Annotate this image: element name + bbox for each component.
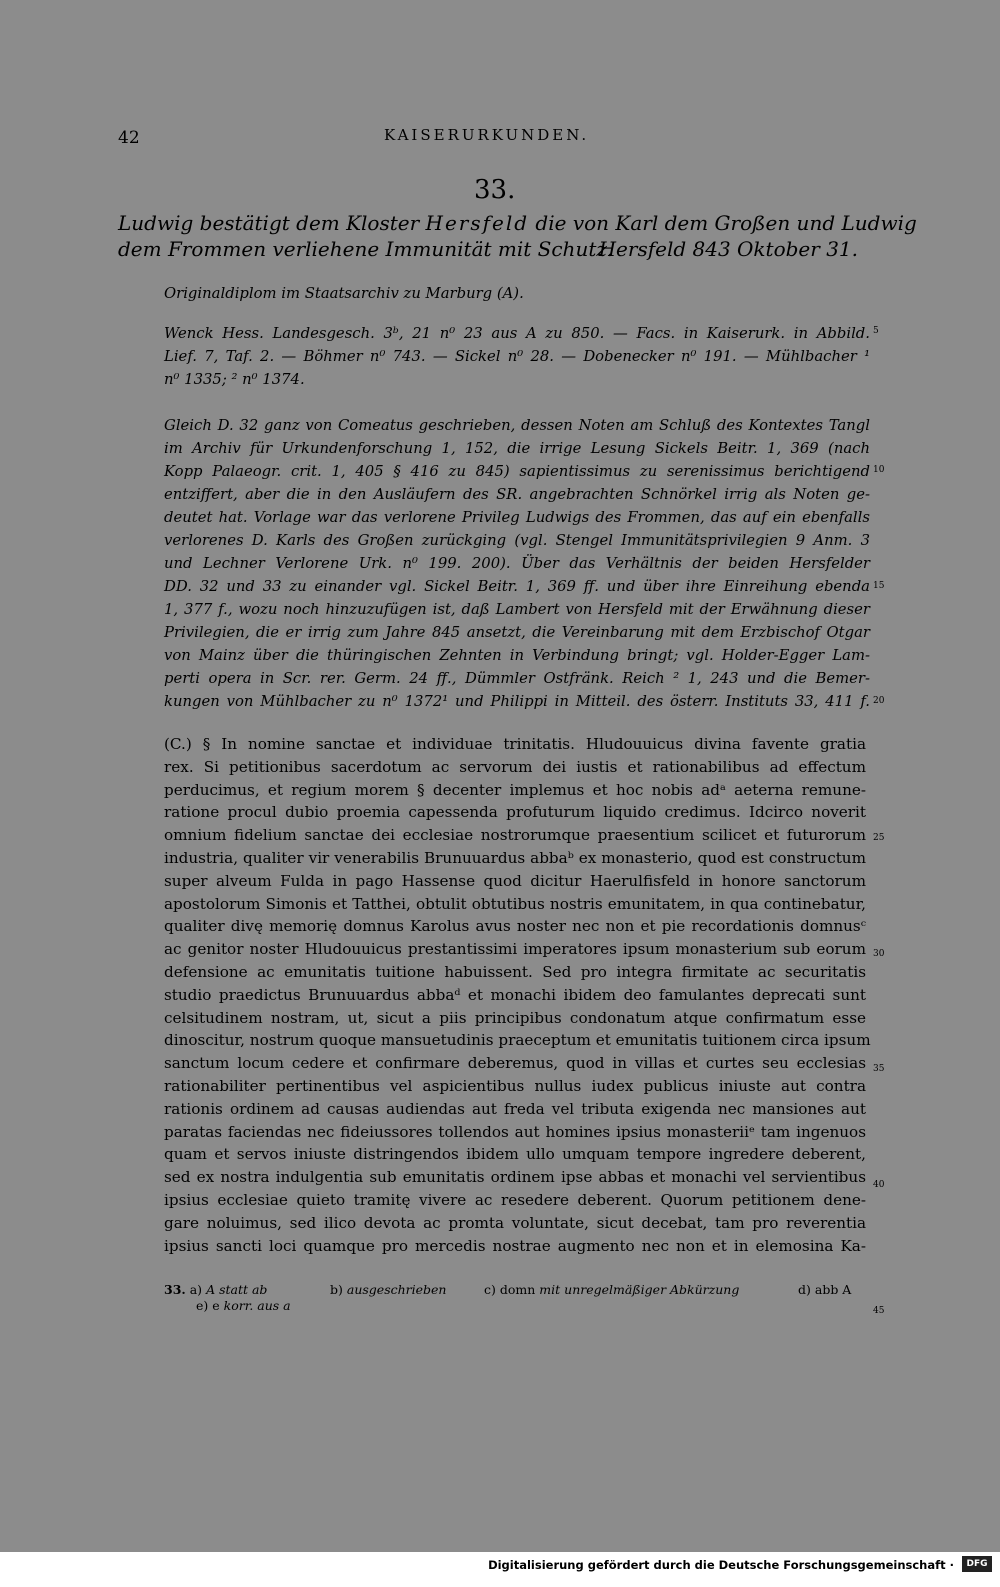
footnote-c-word: domn xyxy=(499,1282,536,1297)
title-place-name: Hersfeld xyxy=(425,211,530,235)
footnote-label: 33. xyxy=(164,1282,186,1297)
margin-line-number: 40 xyxy=(873,1180,885,1190)
footnote-e-text: korr. aus a xyxy=(223,1298,291,1313)
text-line: industria, qualiter vir venerabilis Brunuuardus abbaᵇ ex monasterio, quod est constructum xyxy=(164,848,866,867)
source-line: Lief. 7, Taf. 2. — Böhmer n⁰ 743. — Sickel n⁰ 28. — Dobenecker n⁰ 191. — Mühlbacher ¹ xyxy=(164,348,870,365)
commentary-line: im Archiv für Urkundenforschung 1, 152, die irrige Lesung Sickels Beitr. 1, 369 (nach xyxy=(164,440,870,457)
commentary-line: von Mainz über die thüringischen Zehnten in Verbindung bringt; vgl. Holder-Egger Lam- xyxy=(164,647,870,664)
commentary xyxy=(164,414,870,713)
text-line: defensione ac emunitatis tuitione habuissent. Sed pro integra firmitate ac securitatis xyxy=(164,962,866,981)
source-line: Wenck Hess. Landesgesch. 3ᵇ, 21 n⁰ 23 aus A zu 850. — Facs. in Kaiserurk. in Abbild. xyxy=(164,325,870,342)
document-title-line-1 xyxy=(118,211,917,235)
text-line: gare noluimus, sed ilico devota ac promta voluntate, sicut decebat, tam pro reverentia xyxy=(164,1213,866,1232)
commentary-line: Kopp Palaeogr. crit. 1, 405 § 416 zu 845) sapientissimus zu serenissimus berichtigend xyxy=(164,463,870,480)
footnote-key: b) xyxy=(330,1282,343,1297)
commentary-line: und Lechner Verlorene Urk. n⁰ 199. 200). Über das Verhältnis der beiden Hersfelder xyxy=(164,555,870,572)
source-original xyxy=(164,282,870,305)
text-line: apostolorum Simonis et Tatthei, obtulit obtutibus nostris emunitatem, in qua continebatur, xyxy=(164,894,866,913)
footnote-a: A statt ab xyxy=(206,1282,268,1297)
digitization-credit: Digitalisierung gefördert durch die Deutsche Forschungsgemeinschaft · xyxy=(488,1558,954,1572)
footnote-b xyxy=(330,1282,446,1297)
text-line: sed ex nostra indulgentia sub emunitatis ordinem ipse abbas et monachi vel servientibus xyxy=(164,1168,866,1187)
footnote-c xyxy=(484,1282,739,1297)
text-line: sanctum locum cedere et confirmare deberemus, quod in villas et curtes seu ecclesias xyxy=(164,1054,866,1073)
document-title-line-2 xyxy=(118,237,858,261)
running-head: KAISERURKUNDEN. xyxy=(384,126,590,144)
text-line: perducimus, et regium morem § decenter implemus et hoc nobis adᵃ aeterna remune- xyxy=(164,780,866,799)
text-line: ipsius sancti loci quamque pro mercedis nostrae augmento nec non et in elemosina Ka- xyxy=(164,1236,866,1255)
margin-line-number: 5 xyxy=(873,326,879,336)
margin-line-number: 15 xyxy=(873,581,885,591)
title-part: die von Karl dem Großen und Ludwig xyxy=(529,211,917,235)
source-line: n⁰ 1335; ² n⁰ 1374. xyxy=(164,371,305,388)
dfg-logo: DFG xyxy=(962,1556,992,1572)
margin-line-number: 25 xyxy=(873,833,885,843)
commentary-line: kungen von Mühlbacher zu n⁰ 1372¹ und Philippi in Mitteil. des österr. Instituts 33, 411 f. xyxy=(164,693,870,710)
text-line: ipsius ecclesiae quieto tramitę vivere ac resedere deberent. Quorum petitionem dene- xyxy=(164,1190,866,1209)
text-line: celsitudinem nostram, ut, sicut a piis principibus condonatum atque confirmatum esse xyxy=(164,1008,866,1027)
text-line: omnium fidelium sanctae dei ecclesiae nostrorumque praesentium scilicet et futurorum xyxy=(164,826,866,845)
footnote-c-text: mit unregelmäßiger Abkürzung xyxy=(539,1282,740,1297)
page-number: 42 xyxy=(118,128,140,148)
footnote-key: d) xyxy=(798,1282,811,1297)
commentary-line: DD. 32 und 33 zu einander vgl. Sickel Beitr. 1, 369 ff. und über ihre Einreihung ebenda xyxy=(164,578,870,595)
text-line: rationabiliter pertinentibus vel aspicientibus nullus iudex publicus iniuste aut contra xyxy=(164,1076,866,1095)
commentary-line: perti opera in Scr. rer. Germ. 24 ff., Dümmler Ostfränk. Reich ² 1, 243 und die Bemer- xyxy=(164,670,870,687)
margin-line-number: 45 xyxy=(873,1306,885,1316)
footnote-b-text: ausgeschrieben xyxy=(346,1282,447,1297)
footnote-d xyxy=(798,1282,851,1297)
text-line: ac genitor noster Hludouuicus prestantissimi imperatores ipsum monasterium sub eorum xyxy=(164,940,866,959)
text-line: paratas faciendas nec fideiussores tollendos aut homines ipsius monasteriiᵉ tam ingenuos xyxy=(164,1122,866,1141)
commentary-line: verlorenes D. Karls des Großen zurückging (vgl. Stengel Immunitätsprivilegien 9 Anm. 3 xyxy=(164,532,870,549)
text-line: rex. Si petitionibus sacerdotum ac servorum dei iustis et rationabilibus ad effectum xyxy=(164,757,866,776)
diploma-text xyxy=(164,733,871,1257)
source-line: Originaldiplom im Staatsarchiv zu Marburg (A). xyxy=(164,285,524,302)
text-line: dinoscitur, nostrum quoque mansuetudinis praeceptum et emunitatis tuitionem circa ipsum xyxy=(164,1031,871,1050)
footnote-e-word: e xyxy=(212,1298,220,1313)
commentary-line: Gleich D. 32 ganz von Comeatus geschrieben, dessen Noten am Schluß des Kontextes Tangl xyxy=(164,417,870,434)
title-part: Ludwig bestätigt dem Kloster xyxy=(118,211,426,235)
commentary-line: deutet hat. Vorlage war das verlorene Privileg Ludwigs des Frommen, das auf ein ebenfalls xyxy=(164,509,870,526)
text-line: studio praedictus Brunuuardus abbaᵈ et monachi ibidem deo famulantes deprecati sunt xyxy=(164,985,866,1004)
text-line: ratione procul dubio proemia capessenda profuturum liquido credimus. Idcirco noverit xyxy=(164,803,866,822)
footnote-key: e) xyxy=(196,1298,209,1313)
margin-line-number: 10 xyxy=(873,465,885,475)
footnote-key: a) xyxy=(189,1282,203,1297)
footnote-d-text: abb A xyxy=(814,1282,852,1297)
footnote-key: c) xyxy=(484,1282,496,1297)
footnote-line-1 xyxy=(164,1282,267,1297)
commentary-line: Privilegien, die er irrig zum Jahre 845 ansetzt, die Vereinbarung mit dem Erzbischof Otgar xyxy=(164,624,870,641)
margin-line-number: 35 xyxy=(873,1064,885,1074)
commentary-line: entziffert, aber die in den Ausläufern des SR. angebrachten Schnörkel irrig als Noten ge- xyxy=(164,486,870,503)
margin-line-number: 30 xyxy=(873,949,885,959)
text-line: rationis ordinem ad causas audiendas aut freda vel tributa exigenda nec mansiones aut xyxy=(164,1099,866,1118)
text-line: qualiter divę memorię domnus Karolus avus noster nec non et pie recordationis domnusᶜ xyxy=(164,917,866,936)
margin-line-number: 20 xyxy=(873,696,885,706)
footnote-e xyxy=(196,1298,291,1313)
text-line: quam et servos iniuste distringendos ibidem ullo umquam tempore ingredere deberent, xyxy=(164,1145,866,1164)
text-line: (C.) § In nomine sanctae et individuae trinitatis. Hludouuicus divina favente gratia xyxy=(164,735,866,753)
title-part: dem Frommen verliehene Immunität mit Schutz. xyxy=(118,237,614,261)
source-editions xyxy=(164,322,870,391)
text-line: super alveum Fulda in pago Hassense quod dicitur Haerulfisfeld in honore sanctorum xyxy=(164,871,866,890)
place-date: Hersfeld 843 Oktober 31. xyxy=(598,237,858,261)
commentary-line: 1, 377 f., wozu noch hinzuzufügen ist, daß Lambert von Hersfeld mit der Erwähnung dieser xyxy=(164,601,870,618)
document-number: 33. xyxy=(474,175,516,205)
